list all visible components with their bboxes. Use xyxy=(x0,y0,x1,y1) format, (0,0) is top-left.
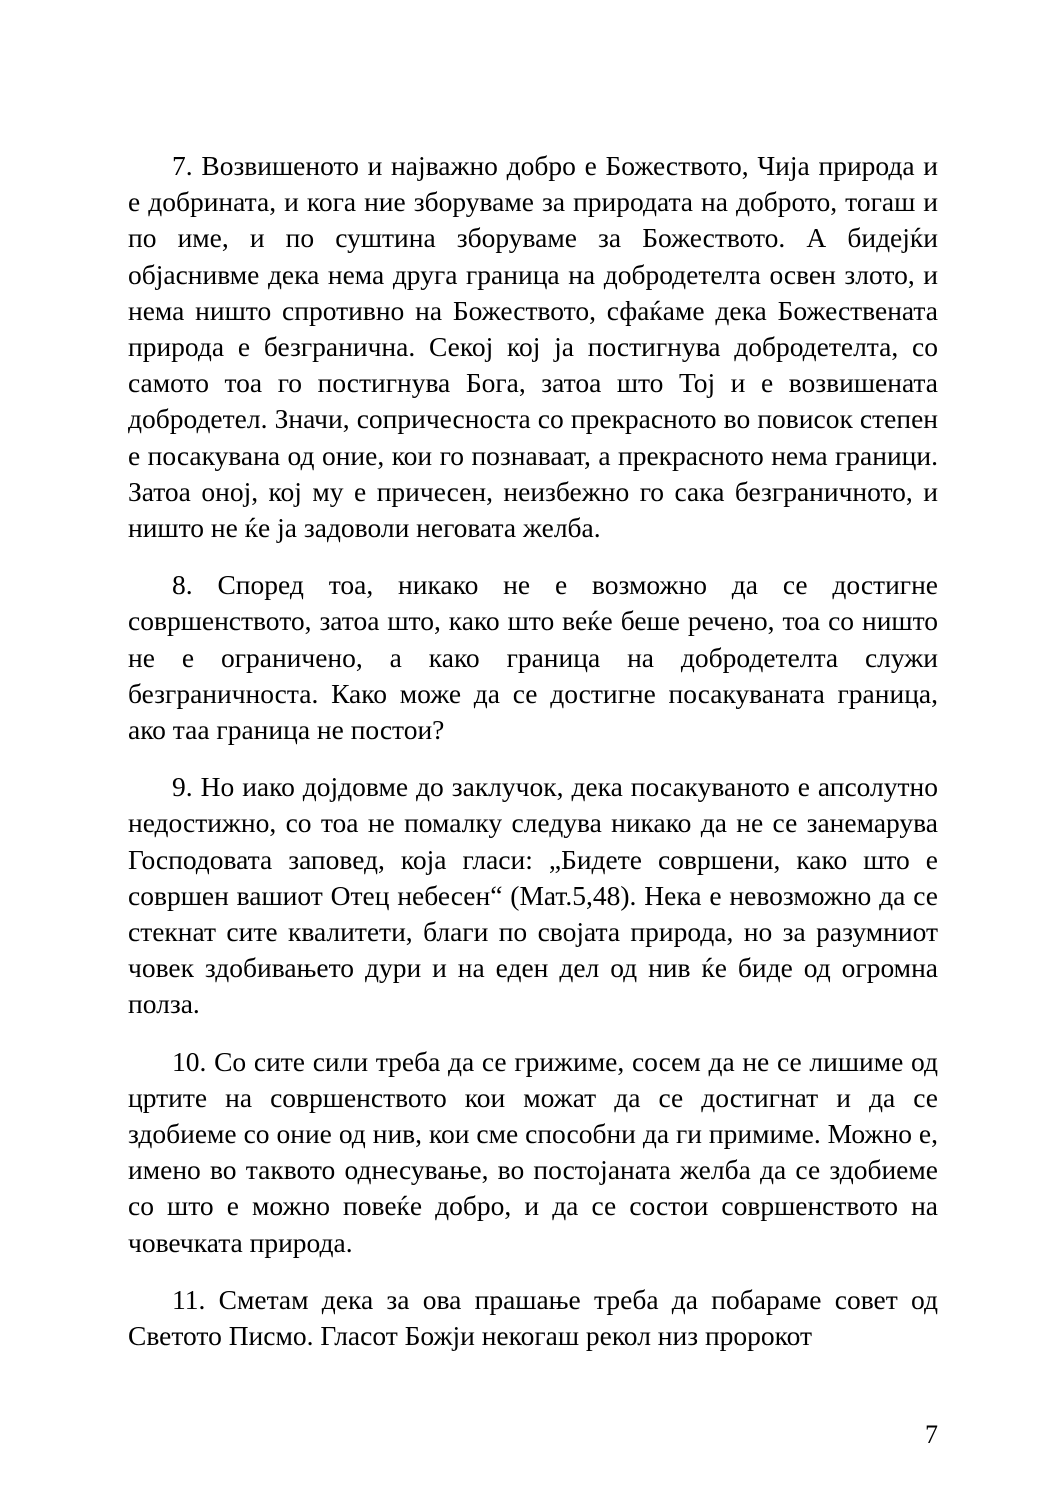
page-number: 7 xyxy=(925,1420,938,1449)
paragraph-10: 10. Со сите сили треба да се грижиме, сосем да не се лишиме од цртите на совршенството кои можат да се достигнат и да се здобиеме со оние од нив, кои сме способни да ги примиме. Можно е, имено во таквото однесување, во постојаната желба да се здобиеме со што е можно повеќе добро, и да се состои совршенството на човечката природа. xyxy=(128,1045,938,1258)
paragraph-8: 8. Според тоа, никако не е возможно да се достигне совршенството, затоа што, како што веќе беше речено, тоа со ништо не е ограничено, а како граница на добродетелта служи безграничноста. Како може да се достигне посакуваната граница, ако таа граница не постои? xyxy=(128,569,938,746)
paragraph-7: 7. Возвишеното и најважно добро е Божеството, Чија природа и е добрината, и кога ние зборуваме за природата на доброто, тогаш и по име, и по суштина зборуваме за Божеството. А бидејќи објаснивме дека нема друга граница на добродетелта освен злото, и нема ништо спротивно на Божеството, сфаќаме дека Божествената природа е безгранична. Секој кој ја постигнува добродетелта, со самото тоа го постигнува Бога, затоа што Тој и е возвишената добродетел. Значи, сопричесноста со прекрасното во повисок степен е посакувана од оние, кои го познаваат, а прекрасното нема граници. Затоа оној, кој му е причесен, неизбежно го сака безграничното, и ништо не ќе ја задоволи неговата желба. xyxy=(128,150,938,544)
paragraph-11: 11. Сметам дека за ова прашање треба да побараме совет од Светото Писмо. Гласот Божји некогаш рекол низ пророкот xyxy=(128,1283,938,1352)
paragraph-9: 9. Но иако дојдовме до заклучок, дека посакуваното е апсолутно недостижно, со тоа не помалку следува никако да не се занемарува Господовата заповед, која гласи: „Бидете совршени, како што е совршен вашиот Отец небесен“ (Мат.5,48). Нека е невозможно да се стекнат сите квалитети, благи по својата природа, но за разумниот човек здобивањето дури и на еден дел од нив ќе биде од огромна полза. xyxy=(128,771,938,1020)
body-text-column xyxy=(128,148,938,1354)
